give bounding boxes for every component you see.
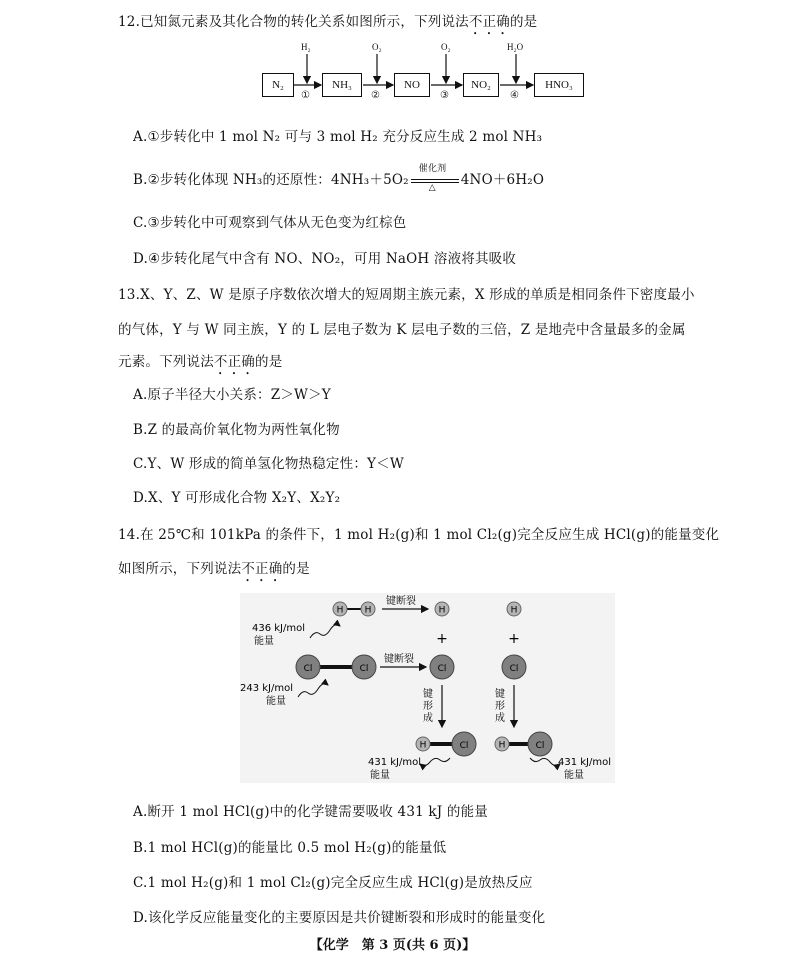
reagent-o2-2: O₂ (441, 42, 451, 52)
page-footer: 【化学 第 3 页(共 6 页)】 (309, 938, 476, 953)
h-label: H (510, 605, 518, 616)
box-no2: NO₂ (463, 73, 499, 97)
q12-conversion-diagram (255, 40, 595, 105)
step-4: ④ (510, 90, 519, 101)
reagent-o2-1: O₂ (372, 42, 382, 52)
plus-sign: + (508, 631, 520, 647)
cl-label: Cl (459, 741, 469, 751)
bond-break-label: 键断裂 (386, 596, 416, 607)
h-label: H (364, 605, 372, 616)
q13-line-1: 13.X、Y、Z、W 是原子序数依次增大的短周期主族元素，X 形成的单质是相同条件下密度最小 (118, 287, 695, 303)
bond-formation-char: 形 (495, 701, 505, 712)
cl-label: Cl (437, 664, 447, 674)
step-1: ① (301, 90, 310, 101)
q14-emphasis: 不正确 (241, 561, 283, 577)
energy-label: 能量 (254, 636, 274, 647)
q13-line-2: 的气体，Y 与 W 同主族，Y 的 L 层电子数为 K 层电子数的三倍，Z 是地壳中含量最多的金属 (118, 322, 686, 338)
bond-formation-label (495, 687, 505, 724)
bond-formation-char: 形 (423, 701, 433, 712)
q13-option-a: A.原子半径大小关系：Z＞W＞Y (133, 387, 331, 403)
energy-243-label: 243 kJ/mol (240, 683, 294, 694)
q13-option-d: D.X、Y 可形成化合物 X₂Y、X₂Y₂ (133, 490, 341, 506)
bond-formation-char: 成 (495, 713, 505, 724)
h-label: H (336, 605, 344, 616)
catalyst-equals-sign: 催化剂 △ (411, 174, 459, 188)
q13-option-c: C.Y、W 形成的简单氢化物热稳定性：Y＜W (133, 456, 404, 472)
q12-emphasis: 不正确 (468, 14, 510, 30)
q12-option-a: A.①步转化中 1 mol N₂ 可与 3 mol H₂ 充分反应生成 2 mol NH₃ (133, 129, 543, 145)
energy-label: 能量 (266, 696, 286, 707)
box-n2: N₂ (262, 73, 294, 97)
q14-energy-figure (240, 593, 615, 783)
q12-stem: 12.已知氮元素及其化合物的转化关系如图所示，下列说法不正确的是 (118, 14, 538, 30)
box-nh3: NH₃ (322, 73, 362, 97)
step-3: ③ (440, 90, 449, 101)
h-label: H (438, 605, 446, 616)
q14-option-a: A.断开 1 mol HCl(g)中的化学键需要吸收 431 kJ 的能量 (133, 804, 488, 820)
q14-option-b: B.1 mol HCl(g)的能量比 0.5 mol H₂(g)的能量低 (133, 840, 447, 856)
box-hno3: HNO₃ (534, 73, 584, 97)
q13-emphasis: 不正确 (213, 354, 256, 370)
energy-431-label: 431 kJ/mol (558, 757, 612, 768)
bond-formation-label (423, 687, 433, 724)
h-label: H (498, 740, 506, 751)
plus-sign: + (436, 631, 448, 647)
bond-break-label: 键断裂 (384, 654, 414, 665)
q13-option-b: B.Z 的最高价氧化物为两性氧化物 (133, 422, 340, 438)
q12-option-b: B.②步转化体现 NH₃的还原性：4NH₃＋5O₂ 催化剂 △ 4NO＋6H₂O (133, 163, 545, 193)
h-label: H (419, 740, 427, 751)
reagent-h2o: H₂O (507, 42, 524, 52)
q13-line-3: 元素。下列说法不正确的是 (118, 354, 283, 370)
q12-option-d: D.④步转化尾气中含有 NO、NO₂，可用 NaOH 溶液将其吸收 (133, 251, 517, 267)
energy-431-label: 431 kJ/mol (368, 757, 422, 768)
cl-label: Cl (509, 664, 519, 674)
energy-label: 能量 (564, 770, 584, 781)
bond-formation-char: 键 (495, 689, 505, 700)
q14-line-2: 如图所示，下列说法不正确的是 (118, 561, 310, 577)
energy-diagram (240, 593, 615, 783)
cl-label: Cl (303, 664, 313, 674)
box-no: NO (394, 73, 430, 97)
step-2: ② (371, 90, 380, 101)
energy-436-label: 436 kJ/mol (252, 623, 306, 634)
q14-option-c: C.1 mol H₂(g)和 1 mol Cl₂(g)完全反应生成 HCl(g)是放热反应 (133, 875, 533, 891)
q14-option-d: D.该化学反应能量变化的主要原因是共价键断裂和形成时的能量变化 (133, 910, 546, 926)
q12-option-c: C.③步转化中可观察到气体从无色变为红棕色 (133, 215, 407, 231)
cl-label: Cl (535, 741, 545, 751)
energy-label: 能量 (370, 770, 390, 781)
reagent-h2: H₂ (301, 42, 311, 52)
cl-label: Cl (359, 664, 369, 674)
q14-line-1: 14.在 25℃和 101kPa 的条件下，1 mol H₂(g)和 1 mol Cl₂(g)完全反应生成 HCl(g)的能量变化 (118, 527, 720, 543)
bond-formation-char: 键 (423, 689, 433, 700)
bond-formation-char: 成 (423, 713, 433, 724)
